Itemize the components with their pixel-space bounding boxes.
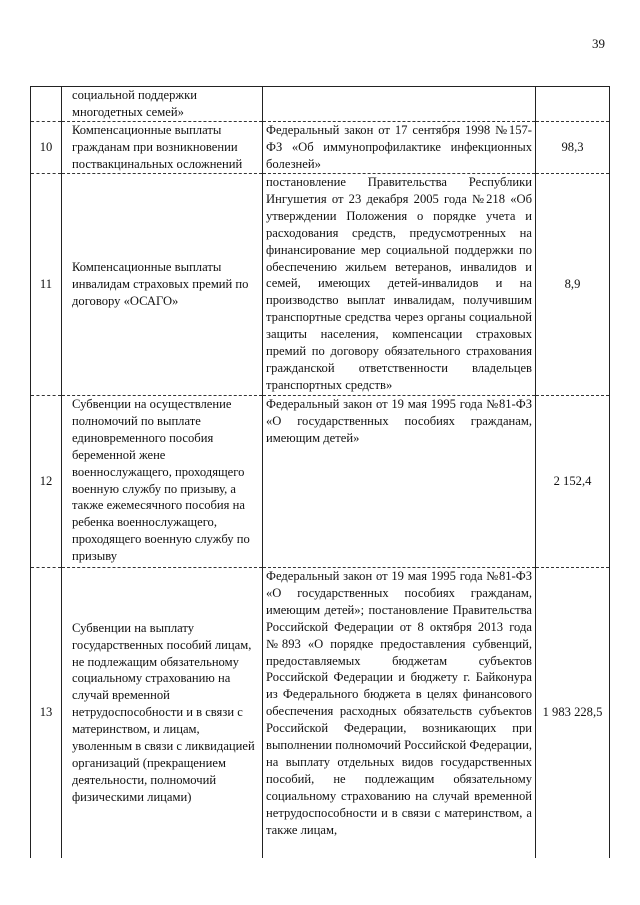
table-row xyxy=(31,568,610,858)
table-row xyxy=(31,396,610,568)
benefits-table xyxy=(30,86,610,858)
row-amount: 8,9 xyxy=(536,174,610,396)
row-name: Компенсационные выплаты инвалидам страховых премий по договору «ОСАГО» xyxy=(62,174,263,396)
row-number: 11 xyxy=(31,174,62,396)
row-name: социальной поддержки многодетных семей» xyxy=(62,87,263,122)
row-law: постановление Правительства Республики Ингушетия от 23 декабря 2005 года №218 «Об утверждении Положения о порядке учета и расходования средств, предусмотренных на финансирование мер социальной поддержки по обеспечению жильем ветеранов, инвалидов и семей, имеющих детей-инвалидов и на производство выплат инвалидам, получившим транспортные средства через органы социальной защиты населения, компенсации страховых премий по договору обязательного страхования гражданской ответственности владельцев транспортных средств» xyxy=(263,174,536,396)
row-number xyxy=(31,87,62,122)
table-row xyxy=(31,122,610,174)
row-number: 12 xyxy=(31,396,62,568)
row-amount: 2 152,4 xyxy=(536,396,610,568)
row-name: Субвенции на выплату государственных пособий лицам, не подлежащим обязательному социальному страхованию на случай временной нетрудоспособности и в связи с материнством, и лицам, уволенным в связи с ликвидацией организаций (прекращением деятельности, полномочий физическими лицами) xyxy=(62,568,263,858)
row-amount xyxy=(536,87,610,122)
row-law: Федеральный закон от 19 мая 1995 года №81-ФЗ «О государственных пособиях гражданам, имеющим детей»; постановление Правительства Российской Федерации от 8 октября 2013 года №893 «О порядке предоставления субвенций, предоставляемых бюджетам субъектов Российской Федерации и бюджету г. Байконура из Федерального бюджета в целях финансового обеспечения расходных обязательств субъектов Российской Федерации, возникающих при выполнении полномочий Российской Федерации, на выплату отдельных видов государственных пособий, не подлежащим обязательному социальному страхованию на случай временной нетрудоспособности и в связи с материнством, а также лицам, xyxy=(263,568,536,858)
page-number: 39 xyxy=(592,36,605,51)
row-name: Компенсационные выплаты гражданам при возникновении поствакцинальных осложнений xyxy=(62,122,263,174)
row-law xyxy=(263,87,536,122)
table-row xyxy=(31,87,610,122)
row-name: Субвенции на осуществление полномочий по выплате единовременного пособия беременной жене военнослужащего, проходящего военную службу по призыву, а также ежемесячного пособия на ребенка военнослужащего, проходящего военную службу по призыву xyxy=(62,396,263,568)
row-law: Федеральный закон от 17 сентября 1998 №157-ФЗ «Об иммунопрофилактике инфекционных болезней» xyxy=(263,122,536,174)
row-number: 10 xyxy=(31,122,62,174)
table-row xyxy=(31,174,610,396)
row-number: 13 xyxy=(31,568,62,858)
row-amount: 98,3 xyxy=(536,122,610,174)
row-amount: 1 983 228,5 xyxy=(536,568,610,858)
row-law: Федеральный закон от 19 мая 1995 года №81-ФЗ «О государственных пособиях гражданам, имеющим детей» xyxy=(263,396,536,568)
